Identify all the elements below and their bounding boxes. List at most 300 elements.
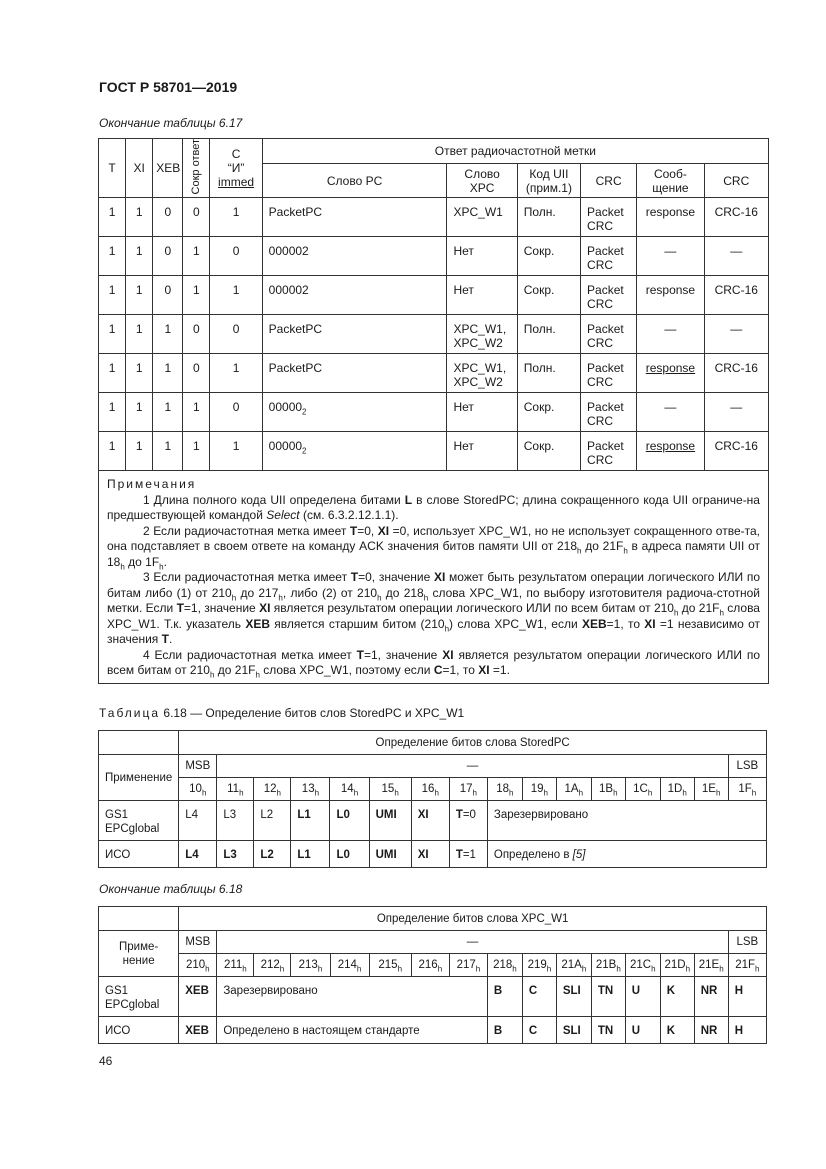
cell-word-xpc bbox=[447, 432, 517, 471]
t-label: T bbox=[455, 849, 463, 861]
cell-bit-field: NR bbox=[694, 977, 728, 1017]
cell-word-xpc bbox=[447, 276, 517, 315]
bit-index-value: 16 bbox=[421, 783, 435, 795]
cell-t bbox=[449, 841, 487, 868]
cell-bit-field: L2 bbox=[254, 841, 291, 868]
hex-subscript: h bbox=[647, 788, 653, 798]
cell-xi: 1 bbox=[126, 432, 153, 471]
cell-crc16: CRC-16 bbox=[704, 198, 768, 237]
header-tag-reply: Ответ радиочастотной метки bbox=[262, 139, 768, 164]
cell-word-xpc bbox=[447, 354, 517, 393]
cell-bit-field: NR bbox=[694, 1017, 728, 1044]
bit-index bbox=[449, 778, 487, 801]
cell-bit-field: U bbox=[625, 1017, 660, 1044]
bit-index-value: 21A bbox=[561, 959, 582, 971]
usage-line2: EPCglobal bbox=[105, 999, 160, 1011]
bit-index bbox=[411, 954, 449, 977]
table-6-18-end bbox=[98, 906, 767, 1044]
header-uii-code: Код UII (прим.1) bbox=[517, 163, 580, 198]
word-pc-value: 00000 bbox=[268, 400, 303, 415]
cell-crc16: CRC-16 bbox=[704, 432, 768, 471]
cell-xi: 1 bbox=[126, 315, 153, 354]
cell-usage bbox=[99, 841, 179, 868]
bit-index bbox=[254, 954, 291, 977]
cell-word-pc bbox=[262, 198, 447, 237]
crc-line2: CRC bbox=[587, 258, 614, 273]
hex-subscript: h bbox=[651, 964, 656, 974]
bit-index bbox=[591, 954, 625, 977]
hex-subscript: h bbox=[509, 788, 514, 798]
cell-word-xpc bbox=[447, 393, 517, 432]
cell-xeb: 0 bbox=[153, 198, 183, 237]
cell-bit-field: TN bbox=[591, 977, 625, 1017]
table-row bbox=[99, 841, 767, 868]
cell-crc bbox=[581, 354, 637, 393]
document-title: ГОСТ Р 58701—2019 bbox=[99, 79, 238, 95]
cell-c: 1 bbox=[210, 354, 262, 393]
cell-t bbox=[449, 801, 487, 841]
bit-index-value: 21F bbox=[735, 959, 756, 971]
word-pc-value: PacketPC bbox=[268, 361, 323, 376]
cell-message bbox=[637, 315, 704, 354]
bit-index-value: 1E bbox=[701, 783, 716, 795]
cell-uii: Полн. bbox=[517, 315, 580, 354]
cell-usage bbox=[99, 977, 179, 1017]
header-message: Сооб- щение bbox=[637, 163, 704, 198]
cell-bit-field: L0 bbox=[330, 841, 369, 868]
cell-message bbox=[637, 237, 704, 276]
cell-xi: 1 bbox=[126, 393, 153, 432]
cell-bit-field: XI bbox=[411, 801, 449, 841]
page-number: 46 bbox=[99, 1054, 113, 1068]
bit-index bbox=[179, 954, 217, 977]
message-value: response bbox=[645, 361, 696, 376]
cell-uii: Сокр. bbox=[517, 276, 580, 315]
cell-s: 1 bbox=[183, 237, 210, 276]
cell-t: 1 bbox=[99, 198, 126, 237]
bit-index-value: 18 bbox=[496, 783, 510, 795]
hex-subscript: h bbox=[546, 964, 552, 974]
word-pc-subscript: 2 bbox=[302, 446, 307, 456]
cell-crc bbox=[581, 276, 637, 315]
cell-bit-field: L4 bbox=[179, 801, 217, 841]
cell-bit-field: C bbox=[522, 977, 556, 1017]
crc-line2: CRC bbox=[587, 336, 614, 351]
cell-message bbox=[637, 432, 704, 471]
cell-crc16: — bbox=[704, 315, 768, 354]
bit-index-value: 1C bbox=[633, 783, 648, 795]
note-3: 3 Если радиочастотная метка имеет T=0, значение XI может быть результатом операции логического ИЛИ по битам либо (1) от $210_h$ до $217_h$, либо (2) от $210_h$ до $218_h$ слова XPC_W1, по выбору изготовителя радиоча-стотной метки. Если T=1, значение XI является результатом операции логического ИЛИ по всем битам от $210_h$ до $21F_h$ слова XPC_W1. Т.к. указатель XEB является старшим битом $(210_h)$ слова XPC_W1, если XEB=1, то XI =1 независимо от значения T. bbox=[107, 570, 761, 647]
usage-header: Применение bbox=[99, 755, 179, 801]
cell-crc bbox=[581, 432, 637, 471]
header-c-immed: C “И” immed bbox=[210, 139, 262, 198]
cell-message bbox=[637, 393, 704, 432]
word-xpc-line1: XPC_W1 bbox=[453, 205, 503, 220]
word-xpc-line1: Нет bbox=[453, 439, 474, 454]
cell-word-xpc bbox=[447, 315, 517, 354]
header-short-reply: Сокр ответ bbox=[183, 139, 210, 198]
cell-word-xpc bbox=[447, 198, 517, 237]
bit-index bbox=[694, 778, 728, 801]
t-value: =1 bbox=[462, 849, 476, 861]
table-row bbox=[99, 801, 767, 841]
cell-rest bbox=[487, 801, 766, 841]
bit-index bbox=[625, 954, 660, 977]
cell-s: 1 bbox=[183, 393, 210, 432]
cell-t: 1 bbox=[99, 315, 126, 354]
bit-index-value: 212 bbox=[260, 959, 280, 971]
bit-index-value: 216 bbox=[418, 959, 438, 971]
bit-index-value: 217 bbox=[456, 959, 476, 971]
crc-line1: Packet bbox=[587, 244, 624, 259]
bit-index-value: 21D bbox=[664, 959, 686, 971]
cell-crc16: — bbox=[704, 393, 768, 432]
bit-index bbox=[694, 954, 728, 977]
hex-subscript: h bbox=[613, 788, 618, 798]
bit-index-value: 12 bbox=[263, 783, 277, 795]
bit-index bbox=[556, 778, 591, 801]
usage-line1: ИСО bbox=[105, 1025, 131, 1037]
header-xeb: XEB bbox=[153, 139, 183, 198]
word-pc-value: 000002 bbox=[268, 283, 309, 298]
cell-xeb: 0 bbox=[153, 276, 183, 315]
word-xpc-line1: Нет bbox=[453, 283, 474, 298]
table-6-17 bbox=[98, 138, 769, 684]
cell-mid: Зарезервировано bbox=[217, 977, 488, 1017]
usage-header-2: Приме- нение bbox=[99, 931, 179, 977]
hex-subscript: h bbox=[317, 964, 323, 974]
bit-index bbox=[487, 778, 522, 801]
cell-bit-field: C bbox=[522, 1017, 556, 1044]
hex-subscript: h bbox=[437, 964, 443, 974]
cell-crc16: CRC-16 bbox=[704, 354, 768, 393]
word-pc-value: 00000 bbox=[268, 439, 303, 454]
bit-index-value: 211 bbox=[223, 959, 243, 971]
bit-index-value: 214 bbox=[337, 959, 357, 971]
hex-subscript: h bbox=[356, 964, 362, 974]
bit-index bbox=[217, 954, 254, 977]
bit-index bbox=[591, 778, 625, 801]
hex-subscript: h bbox=[276, 788, 281, 798]
cell-bit-field: K bbox=[660, 1017, 694, 1044]
cell-bit-field: XI bbox=[411, 841, 449, 868]
table-6-17-caption: Окончание таблицы 6.17 bbox=[99, 116, 243, 130]
hex-subscript: h bbox=[239, 788, 244, 798]
message-value: — bbox=[664, 322, 677, 337]
cell-bit-field: SLI bbox=[556, 977, 591, 1017]
hex-subscript: h bbox=[314, 788, 320, 798]
bit-index bbox=[728, 778, 766, 801]
table-6-18 bbox=[98, 730, 767, 868]
cell-bit-field: U bbox=[625, 977, 660, 1017]
cell-word-pc bbox=[262, 315, 447, 354]
hex-subscript: h bbox=[578, 788, 584, 798]
hex-subscript: h bbox=[353, 788, 359, 798]
hex-subscript: h bbox=[755, 964, 760, 974]
dash-label-2: — bbox=[217, 931, 728, 954]
cell-bit-field: L3 bbox=[217, 801, 254, 841]
bit-index bbox=[330, 778, 369, 801]
hex-subscript: h bbox=[616, 964, 621, 974]
table-row bbox=[99, 354, 769, 393]
cell-c: 1 bbox=[210, 198, 262, 237]
usage-line1: GS1 bbox=[105, 809, 129, 821]
message-value: response bbox=[645, 439, 696, 454]
word-xpc-line2: XPC_W2 bbox=[453, 336, 503, 351]
cell-xi: 1 bbox=[126, 198, 153, 237]
cell-s: 0 bbox=[183, 354, 210, 393]
hex-subscript: h bbox=[242, 964, 247, 974]
cell-bit-field: L2 bbox=[254, 801, 291, 841]
hex-subscript: h bbox=[201, 788, 207, 798]
bit-index-value: 210 bbox=[185, 959, 206, 971]
bit-index-value: 21E bbox=[698, 959, 720, 971]
table-6-17-notes: Примечания 1 Длина полного кода UII определена битами L в слове StoredPC; длина сокращенного кода UII ограниче-на предшествующей командой Select (см. 6.3.2.12.1.1). 2 Если радиочастотная метка имеет T=0, XI =0, использует XPC_W1, но не использует сокращенного отве-та, она подставляет в своем ответе на команду ACK значения битов памяти UII от $218_h$ до $21F_h$ в адреса памяти UII от $18_h$ до $1F_h$. 3 Если радиочастотная метка имеет T=0, значение XI может быть результатом операции логического ИЛИ по битам либо (1) от $210_h$ до $217_h$, либо (2) от $210_h$ до $218_h$ слова XPC_W1, по выбору изготовителя радиоча-стотной метки. Если T=1, значение XI является результатом операции логического ИЛИ по всем битам от $210_h$ до $21F_h$ слова XPC_W1. Т.к. указатель XEB является старшим битом $(210_h)$ слова XPC_W1, если XEB=1, то XI =1 независимо от значения T. 4 Если радиочастотная метка имеет T=1, значение XI является результатом операции логического ИЛИ по всем битам от $210_h$ до $21F_h$ слова XPC_W1, поэтому если C=1, то XI =1. bbox=[99, 471, 769, 684]
crc-line2: CRC bbox=[587, 453, 614, 468]
cell-message bbox=[637, 198, 704, 237]
cell-xeb: 1 bbox=[153, 315, 183, 354]
word-xpc-line1: XPC_W1, bbox=[453, 361, 507, 376]
cell-word-pc bbox=[262, 276, 447, 315]
cell-xeb: 1 bbox=[153, 393, 183, 432]
storedpc-group-header: Определение битов слова StoredPC bbox=[179, 731, 767, 755]
bit-index-value: 213 bbox=[298, 959, 318, 971]
bit-index bbox=[660, 954, 694, 977]
cell-crc bbox=[581, 315, 637, 354]
dash-label: — bbox=[217, 755, 728, 778]
bit-index bbox=[330, 954, 369, 977]
bit-index-value: 14 bbox=[340, 783, 354, 795]
bit-index bbox=[291, 954, 330, 977]
crc-line2: CRC bbox=[587, 414, 614, 429]
cell-usage bbox=[99, 1017, 179, 1044]
bit-index-value: 15 bbox=[381, 783, 395, 795]
hex-subscript: h bbox=[394, 788, 399, 798]
word-xpc-line2: XPC_W2 bbox=[453, 375, 503, 390]
cell-bit-field: UMI bbox=[369, 841, 411, 868]
hex-subscript: h bbox=[581, 964, 587, 974]
crc-line2: CRC bbox=[587, 219, 614, 234]
bit-index-value: 1D bbox=[667, 783, 683, 795]
cell-word-pc bbox=[262, 393, 447, 432]
bit-index bbox=[556, 954, 591, 977]
bit-index bbox=[522, 778, 556, 801]
header-word-xpc: Слово XPC bbox=[447, 163, 517, 198]
bit-index bbox=[369, 778, 411, 801]
rest-reference: [5] bbox=[572, 849, 586, 861]
hex-subscript: h bbox=[685, 964, 691, 974]
word-pc-subscript: 2 bbox=[302, 407, 307, 417]
bit-index bbox=[660, 778, 694, 801]
hex-subscript: h bbox=[279, 964, 285, 974]
hex-subscript: h bbox=[512, 964, 517, 974]
cell-t: 1 bbox=[99, 432, 126, 471]
cell-usage bbox=[99, 801, 179, 841]
cell-crc bbox=[581, 237, 637, 276]
word-xpc-line1: Нет bbox=[453, 400, 474, 415]
message-value: response bbox=[645, 283, 696, 298]
cell-mid: Определено в настоящем стандарте bbox=[217, 1017, 488, 1044]
cell-bit-field: L1 bbox=[291, 801, 330, 841]
cell-xeb: 1 bbox=[153, 432, 183, 471]
bit-index-value: 215 bbox=[378, 959, 398, 971]
hex-subscript: h bbox=[715, 788, 721, 798]
bit-index bbox=[411, 778, 449, 801]
cell-bit-field: B bbox=[487, 977, 522, 1017]
cell-crc16: — bbox=[704, 237, 768, 276]
header-xi: XI bbox=[126, 139, 153, 198]
word-pc-value: PacketPC bbox=[268, 205, 323, 220]
crc-line1: Packet bbox=[587, 439, 624, 454]
hex-subscript: h bbox=[751, 788, 757, 798]
hex-subscript: h bbox=[682, 788, 687, 798]
message-value: — bbox=[664, 244, 677, 259]
cell-bit-field: B bbox=[487, 1017, 522, 1044]
cell-crc bbox=[581, 393, 637, 432]
t-label: T bbox=[455, 809, 463, 821]
cell-t: 1 bbox=[99, 393, 126, 432]
crc-line1: Packet bbox=[587, 361, 624, 376]
crc-line1: Packet bbox=[587, 283, 624, 298]
crc-line2: CRC bbox=[587, 297, 614, 312]
word-pc-value: 000002 bbox=[268, 244, 309, 259]
hex-subscript: h bbox=[543, 788, 548, 798]
header-t: T bbox=[99, 139, 126, 198]
cell-c: 0 bbox=[210, 237, 262, 276]
cell-rest bbox=[487, 841, 766, 868]
cell-xeb: XEB bbox=[179, 1017, 217, 1044]
cell-s: 1 bbox=[183, 276, 210, 315]
bit-index bbox=[728, 954, 766, 977]
cell-bit-field: L1 bbox=[291, 841, 330, 868]
cell-word-pc bbox=[262, 237, 447, 276]
cell-bit-field: H bbox=[728, 1017, 766, 1044]
hex-subscript: h bbox=[397, 964, 403, 974]
cell-uii: Сокр. bbox=[517, 432, 580, 471]
note-2: 2 Если радиочастотная метка имеет T=0, XI =0, использует XPC_W1, но не использует сокращенного отве-та, она подставляет в своем ответе на команду ACK значения битов памяти UII от $218_h$ до $21F_h$ в адреса памяти UII от $18_h$ до $1F_h$. bbox=[107, 523, 760, 572]
cell-bit-field: L0 bbox=[330, 801, 369, 841]
cell-bit-field: TN bbox=[591, 1017, 625, 1044]
cell-message bbox=[637, 354, 704, 393]
message-value: response bbox=[645, 205, 696, 220]
cell-word-pc bbox=[262, 432, 447, 471]
word-pc-value: PacketPC bbox=[268, 322, 323, 337]
header-crc16: CRC bbox=[704, 163, 768, 198]
crc-line1: Packet bbox=[587, 205, 624, 220]
bit-index-value: 19 bbox=[530, 783, 544, 795]
cell-s: 0 bbox=[183, 198, 210, 237]
usage-line2: EPCglobal bbox=[105, 823, 160, 835]
cell-bit-field: H bbox=[728, 977, 766, 1017]
cell-t: 1 bbox=[99, 237, 126, 276]
bit-index bbox=[254, 778, 291, 801]
rest-text: Зарезервировано bbox=[493, 809, 589, 821]
message-value: — bbox=[664, 400, 677, 415]
bit-index bbox=[449, 954, 487, 977]
cell-xeb: 0 bbox=[153, 237, 183, 276]
table-row bbox=[99, 237, 769, 276]
bit-index-value: 10 bbox=[189, 783, 202, 795]
cell-message bbox=[637, 276, 704, 315]
cell-xeb: XEB bbox=[179, 977, 217, 1017]
cell-crc bbox=[581, 198, 637, 237]
bit-index bbox=[217, 778, 254, 801]
hex-subscript: h bbox=[205, 964, 210, 974]
cell-t: 1 bbox=[99, 354, 126, 393]
bit-index-value: 1A bbox=[564, 783, 579, 795]
cell-c: 1 bbox=[210, 276, 262, 315]
cell-xi: 1 bbox=[126, 276, 153, 315]
cell-bit-field: L3 bbox=[217, 841, 254, 868]
cell-xi: 1 bbox=[126, 237, 153, 276]
hex-subscript: h bbox=[472, 788, 477, 798]
bit-index bbox=[291, 778, 330, 801]
rest-text: Определено в bbox=[493, 849, 573, 861]
usage-line1: GS1 bbox=[105, 985, 129, 997]
crc-line1: Packet bbox=[587, 400, 624, 415]
table-row bbox=[99, 198, 769, 237]
table-6-18-end-caption: Окончание таблицы 6.18 bbox=[99, 882, 243, 896]
cell-c: 0 bbox=[210, 393, 262, 432]
lsb-label: LSB bbox=[728, 755, 766, 778]
bit-index-value: 11 bbox=[227, 783, 240, 795]
bit-index bbox=[625, 778, 660, 801]
cell-c: 0 bbox=[210, 315, 262, 354]
table-row bbox=[99, 1017, 767, 1044]
t-value: =0 bbox=[462, 809, 476, 821]
crc-line1: Packet bbox=[587, 322, 624, 337]
hex-subscript: h bbox=[434, 788, 439, 798]
bit-index bbox=[487, 954, 522, 977]
cell-uii: Сокр. bbox=[517, 393, 580, 432]
word-xpc-line1: XPC_W1, bbox=[453, 322, 507, 337]
table-row bbox=[99, 276, 769, 315]
cell-bit-field: L4 bbox=[179, 841, 217, 868]
cell-s: 0 bbox=[183, 315, 210, 354]
bit-index-value: 218 bbox=[493, 959, 513, 971]
msb-label: MSB bbox=[179, 755, 217, 778]
table-row bbox=[99, 315, 769, 354]
cell-word-pc bbox=[262, 354, 447, 393]
cell-t: 1 bbox=[99, 276, 126, 315]
bit-index bbox=[522, 954, 556, 977]
cell-c: 1 bbox=[210, 432, 262, 471]
word-xpc-line1: Нет bbox=[453, 244, 474, 259]
hex-subscript: h bbox=[719, 964, 724, 974]
bit-index-value: 21C bbox=[630, 959, 652, 971]
cell-xeb: 1 bbox=[153, 354, 183, 393]
cell-xi: 1 bbox=[126, 354, 153, 393]
note-4: 4 Если радиочастотная метка имеет T=1, значение XI является результатом операции логического ИЛИ по всем битам от $210_h$ до $21F_h$ слова XPC_W1, поэтому если C=1, то XI =1. bbox=[107, 647, 761, 680]
table-6-18-caption: Таблица 6.18 — Определение битов слов StoredPC и XPC_W1 bbox=[99, 706, 465, 720]
hex-subscript: h bbox=[475, 964, 481, 974]
xpcw1-group-header: Определение битов слова XPC_W1 bbox=[179, 907, 767, 931]
lsb-label-2: LSB bbox=[728, 931, 766, 954]
cell-s: 1 bbox=[183, 432, 210, 471]
cell-uii: Сокр. bbox=[517, 237, 580, 276]
bit-index-value: 13 bbox=[301, 783, 315, 795]
bit-index-value: 1F bbox=[738, 783, 752, 795]
cell-uii: Полн. bbox=[517, 354, 580, 393]
note-1: 1 Длина полного кода UII определена битами L в слове StoredPC; длина сокращенного кода UII ограниче-на предшествующей командой Select (см. 6.3.2.12.1.1). bbox=[107, 492, 760, 523]
bit-index-value: 21B bbox=[595, 959, 617, 971]
cell-crc16: CRC-16 bbox=[704, 276, 768, 315]
bit-index-value: 17 bbox=[459, 783, 473, 795]
table-row bbox=[99, 432, 769, 471]
bit-index bbox=[179, 778, 217, 801]
cell-bit-field: UMI bbox=[369, 801, 411, 841]
bit-index-value: 219 bbox=[527, 959, 547, 971]
